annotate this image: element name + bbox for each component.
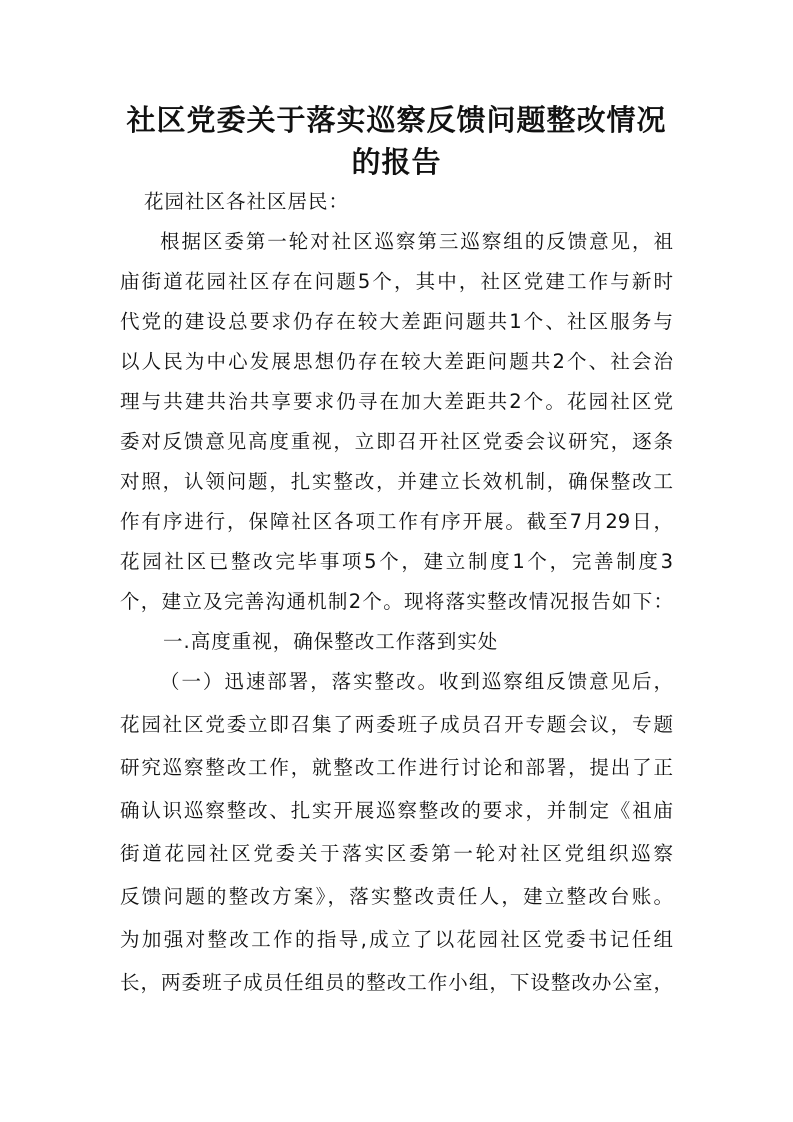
- document-title-line-1: 社区党委关于落实巡察反馈问题整改情况: [126, 103, 667, 137]
- paragraph-1-line: 对照，认领问题，扎实整改，并建立长效机制，确保整改工: [120, 470, 673, 493]
- paragraph-2-line: 长，两委班子成员任组员的整改工作小组，下设整改办公室，: [120, 971, 673, 994]
- paragraph-1-line: 花园社区已整改完毕事项5个，建立制度1个，完善制度3: [120, 550, 673, 573]
- paragraph-1-line: 作有序进行，保障社区各项工作有序开展。截至7月29日，: [120, 510, 673, 533]
- paragraph-2-line: 花园社区党委立即召集了两委班子成员召开专题会议，专题: [120, 713, 673, 736]
- paragraph-1-line: 根据区委第一轮对社区巡察第三巡察组的反馈意见，祖: [160, 230, 673, 253]
- paragraph-1-line: 理与共建共治共享要求仍寻在加大差距共2个。花园社区党: [120, 390, 673, 413]
- paragraph-2-line: （一）迅速部署，落实整改。收到巡察组反馈意见后，: [160, 670, 673, 693]
- paragraph-2-line: 街道花园社区党委关于落实区委第一轮对社区党组织巡察: [120, 842, 673, 865]
- paragraph-2-line: 确认识巡察整改、扎实开展巡察整改的要求，并制定《祖庙: [120, 799, 673, 822]
- section-1-heading: 一.高度重视，确保整改工作落到实处: [163, 630, 499, 653]
- paragraph-2-line: 反馈问题的整改方案》，落实整改责任人，建立整改台账。: [120, 885, 673, 908]
- paragraph-1-line: 委对反馈意见高度重视，立即召开社区党委会议研究，逐条: [120, 430, 673, 453]
- paragraph-2-line: 为加强对整改工作的指导,成立了以花园社区党委书记任组: [120, 928, 673, 951]
- paragraph-1-line: 以人民为中心发展思想仍存在较大差距问题共2个、社会治: [120, 350, 673, 373]
- paragraph-1-line: 个，建立及完善沟通机制2个。现将落实整改情况报告如下：: [120, 590, 673, 613]
- document-title-line-2: 的报告: [351, 145, 442, 179]
- paragraph-1-line: 代党的建设总要求仍存在较大差距问题共1个、社区服务与: [120, 310, 673, 333]
- salutation: 花园社区各社区居民：: [144, 190, 350, 213]
- paragraph-1-line: 庙街道花园社区存在问题5个，其中，社区党建工作与新时: [120, 270, 673, 293]
- paragraph-2-line: 研究巡察整改工作，就整改工作进行讨论和部署，提出了正: [120, 756, 673, 779]
